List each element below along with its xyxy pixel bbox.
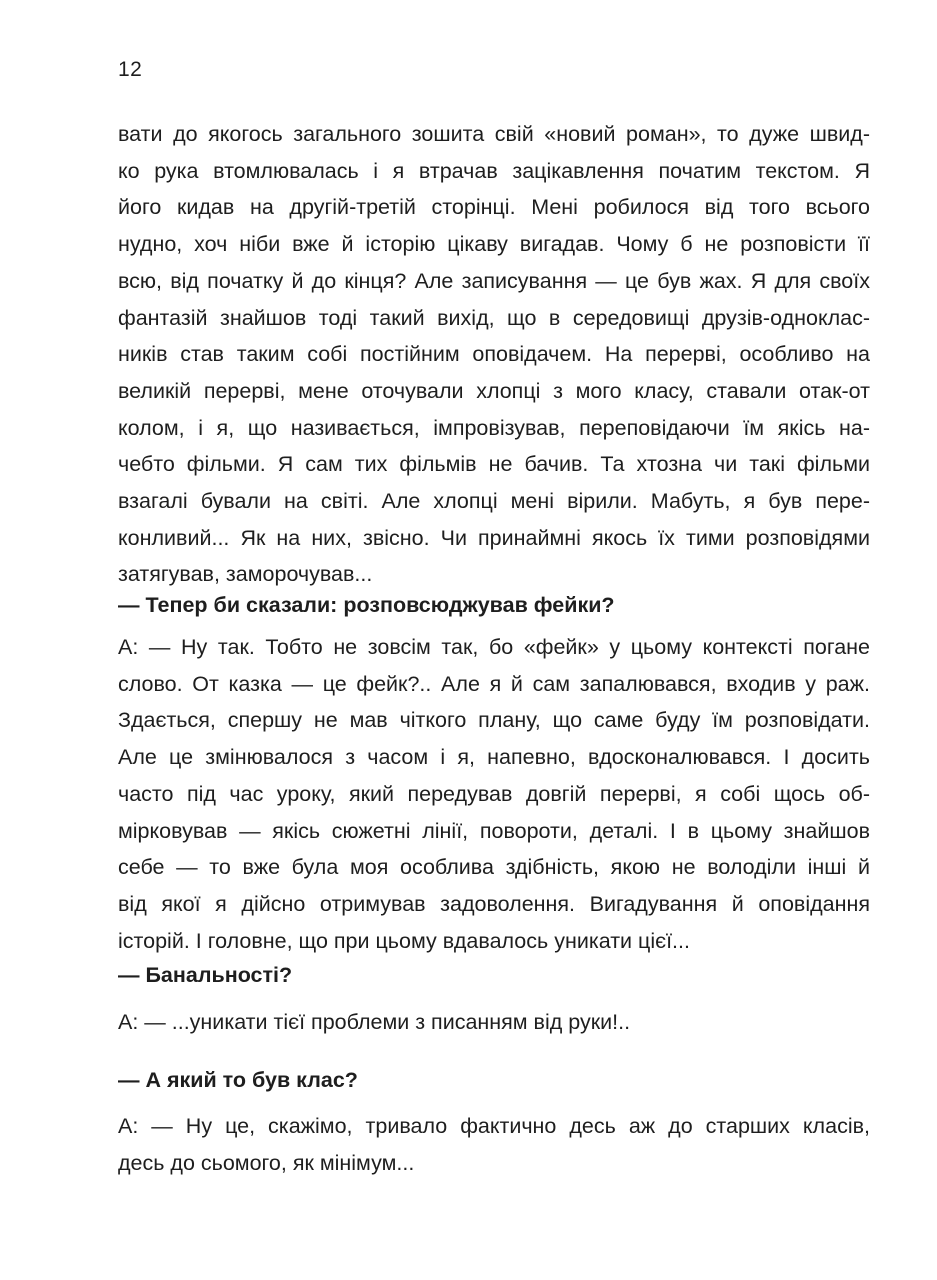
text-line: себе — то вже була моя особлива здібність, якою не володіли інші й <box>118 855 870 880</box>
interview-question: — А який то був клас? <box>118 1068 358 1092</box>
interview-question: — Банальності? <box>118 963 293 987</box>
text-line: Здається, спершу не мав чіткого плану, що саме буду їм розповідати. <box>118 708 870 733</box>
text-line: великій перерві, мене оточували хлопці з мого класу, ставали отак-от <box>118 378 870 403</box>
text-line: колом, і я, що називається, імпровізував, переповідаючи їм якісь на- <box>118 415 870 440</box>
text-line: затягував, заморочував... <box>118 562 373 587</box>
text-line: нудно, хоч ніби вже й історію цікаву вигадав. Чому б не розповісти її <box>118 232 870 257</box>
text-line: мірковував — якісь сюжетні лінії, повороти, деталі. І в цьому знайшов <box>118 818 870 843</box>
text-line: історій. І головне, що при цьому вдавалось уникати цієї... <box>118 928 690 953</box>
paragraph-answer-1 <box>118 116 870 593</box>
text-line: Але це змінювалося з часом і я, напевно, вдосконалювався. І досить <box>118 745 870 770</box>
text-line: А: — Ну це, скажімо, тривало фактично десь аж до старших класів, <box>118 1114 870 1138</box>
text-line: фантазій знайшов тоді такий вихід, що в середовищі друзів-одноклас- <box>118 305 870 330</box>
text-line: всю, від початку й до кінця? Але записування — це був жах. Я для своїх <box>118 268 870 293</box>
text-line: вати до якогось загального зошита свій «новий роман», то дуже швид- <box>118 122 870 146</box>
text-line: ко рука втомлювалась і я втрачав зацікавлення початим текстом. Я <box>118 158 870 183</box>
text-line: ників став таким собі постійним оповідачем. На перерві, особливо на <box>118 342 870 367</box>
text-line: конливий... Як на них, звісно. Чи принаймні якось їх тими розповідями <box>118 525 870 550</box>
text-line: чебто фільми. Я сам тих фільмів не бачив. Та хтозна чи такі фільми <box>118 452 870 477</box>
paragraph-answer-2 <box>118 629 870 959</box>
text-line: взагалі бували на світі. Але хлопці мені вірили. Мабуть, я був пере- <box>118 489 870 514</box>
text-line: А: — Ну так. Тобто не зовсім так, бо «фейк» у цьому контексті погане <box>118 635 870 659</box>
text-line: слово. От казка — це фейк?.. Але я й сам запалювався, входив у раж. <box>118 671 870 696</box>
text-line: його кидав на другій-третій сторінці. Мені робилося від того всього <box>118 195 870 220</box>
text-line: десь до сьомого, як мінімум... <box>118 1150 415 1175</box>
text-line: часто під час уроку, який передував довгій перерві, я собі щось об- <box>118 781 870 806</box>
interview-question: — Тепер би сказали: розповсюджував фейки? <box>118 593 615 617</box>
text-line: А: — ...уникати тієї проблеми з писанням від руки!.. <box>118 1010 631 1034</box>
page-number: 12 <box>118 58 143 81</box>
text-line: від якої я дійсно отримував задоволення. Вигадування й оповідання <box>118 891 870 916</box>
paragraph-answer-3 <box>118 1004 870 1041</box>
paragraph-answer-4 <box>118 1108 870 1181</box>
